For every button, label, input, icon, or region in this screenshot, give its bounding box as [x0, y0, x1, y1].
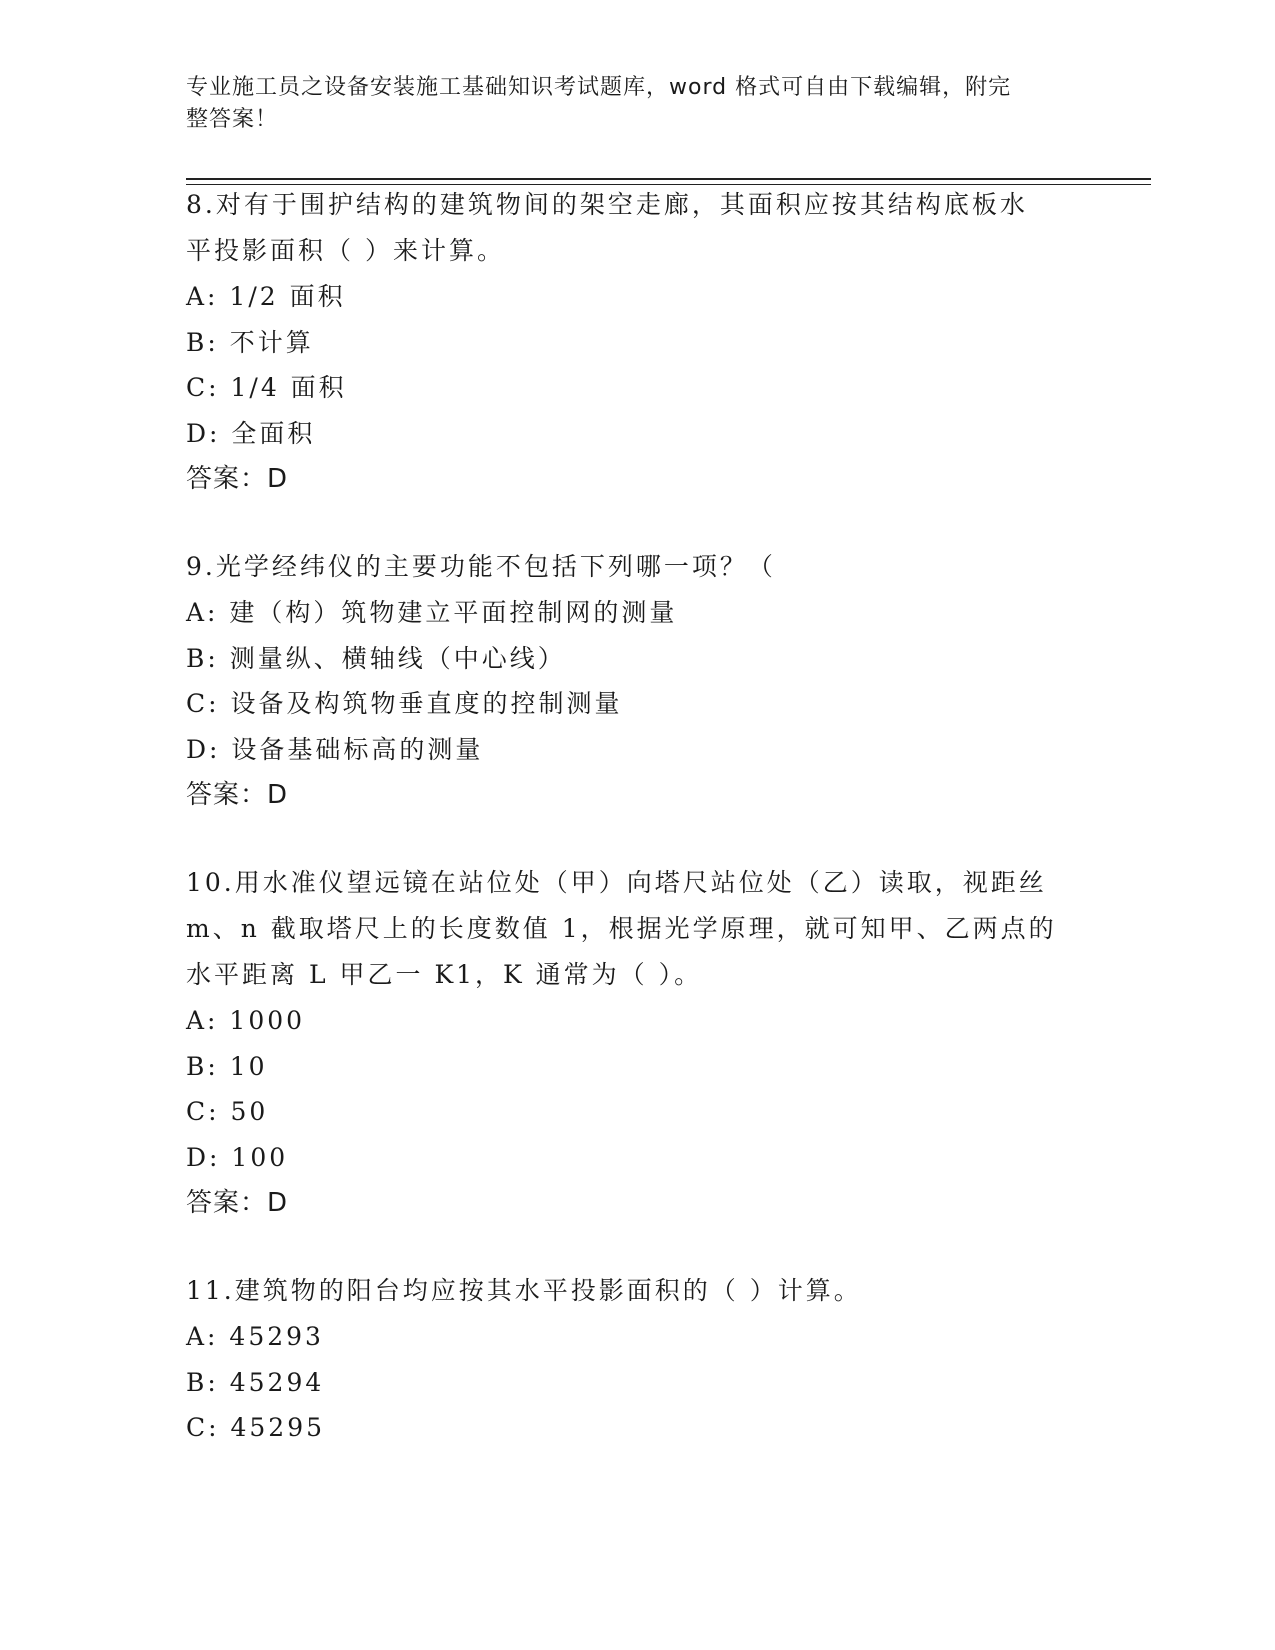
question-9	[186, 544, 1066, 818]
question-stem-line: 8.对有于围护结构的建筑物间的架空走廊，其面积应按其结构底板水	[186, 190, 1028, 219]
question-stem-line: 10.用水准仪望远镜在站位处（甲）向塔尺站位处（乙）读取，视距丝	[186, 868, 1047, 897]
option-b: B: 测量纵、横轴线（中心线）	[186, 643, 566, 673]
option-a: A: 45293	[186, 1322, 324, 1351]
option-a: A: 建（构）筑物建立平面控制网的测量	[186, 598, 678, 627]
option-d: D: 全面积	[186, 418, 316, 448]
option-d: D: 设备基础标高的测量	[186, 734, 484, 764]
question-10	[186, 860, 1066, 1226]
question-stem-line: 平投影面积（ ）来计算。	[186, 236, 505, 265]
answer: 答案：D	[186, 464, 289, 494]
answer: 答案：D	[186, 1188, 289, 1218]
question-stem-line: m、n 截取塔尺上的长度数值 1，根据光学原理，就可知甲、乙两点的	[186, 914, 1057, 943]
option-c: C: 50	[186, 1097, 269, 1126]
option-c: C: 1/4 面积	[186, 373, 347, 402]
header-line-2: 整答案！	[186, 107, 279, 132]
option-b: B: 10	[186, 1051, 268, 1081]
question-stem-line: 水平距离 L 甲乙一 K1，K 通常为（ ）。	[186, 960, 703, 989]
option-a: A: 1000	[186, 1006, 306, 1035]
option-b: B: 不计算	[186, 327, 314, 357]
question-stem-line: 11.建筑物的阳台均应按其水平投影面积的（ ）计算。	[186, 1276, 862, 1305]
question-11	[186, 1268, 1066, 1451]
option-a: A: 1/2 面积	[186, 282, 346, 311]
question-stem-line: 9.光学经纬仪的主要功能不包括下列哪一项？（	[186, 552, 776, 581]
option-d: D: 100	[186, 1142, 289, 1172]
header-divider-thick	[186, 178, 1151, 180]
question-8	[186, 182, 1066, 502]
option-c: C: 设备及构筑物垂直度的控制测量	[186, 689, 623, 718]
option-c: C: 45295	[186, 1413, 326, 1442]
answer: 答案：D	[186, 780, 289, 810]
document-header	[186, 72, 1066, 136]
header-line-1: 专业施工员之设备安装施工基础知识考试题库，word 格式可自由下载编辑，附完	[186, 75, 1012, 100]
option-b: B: 45294	[186, 1367, 325, 1397]
